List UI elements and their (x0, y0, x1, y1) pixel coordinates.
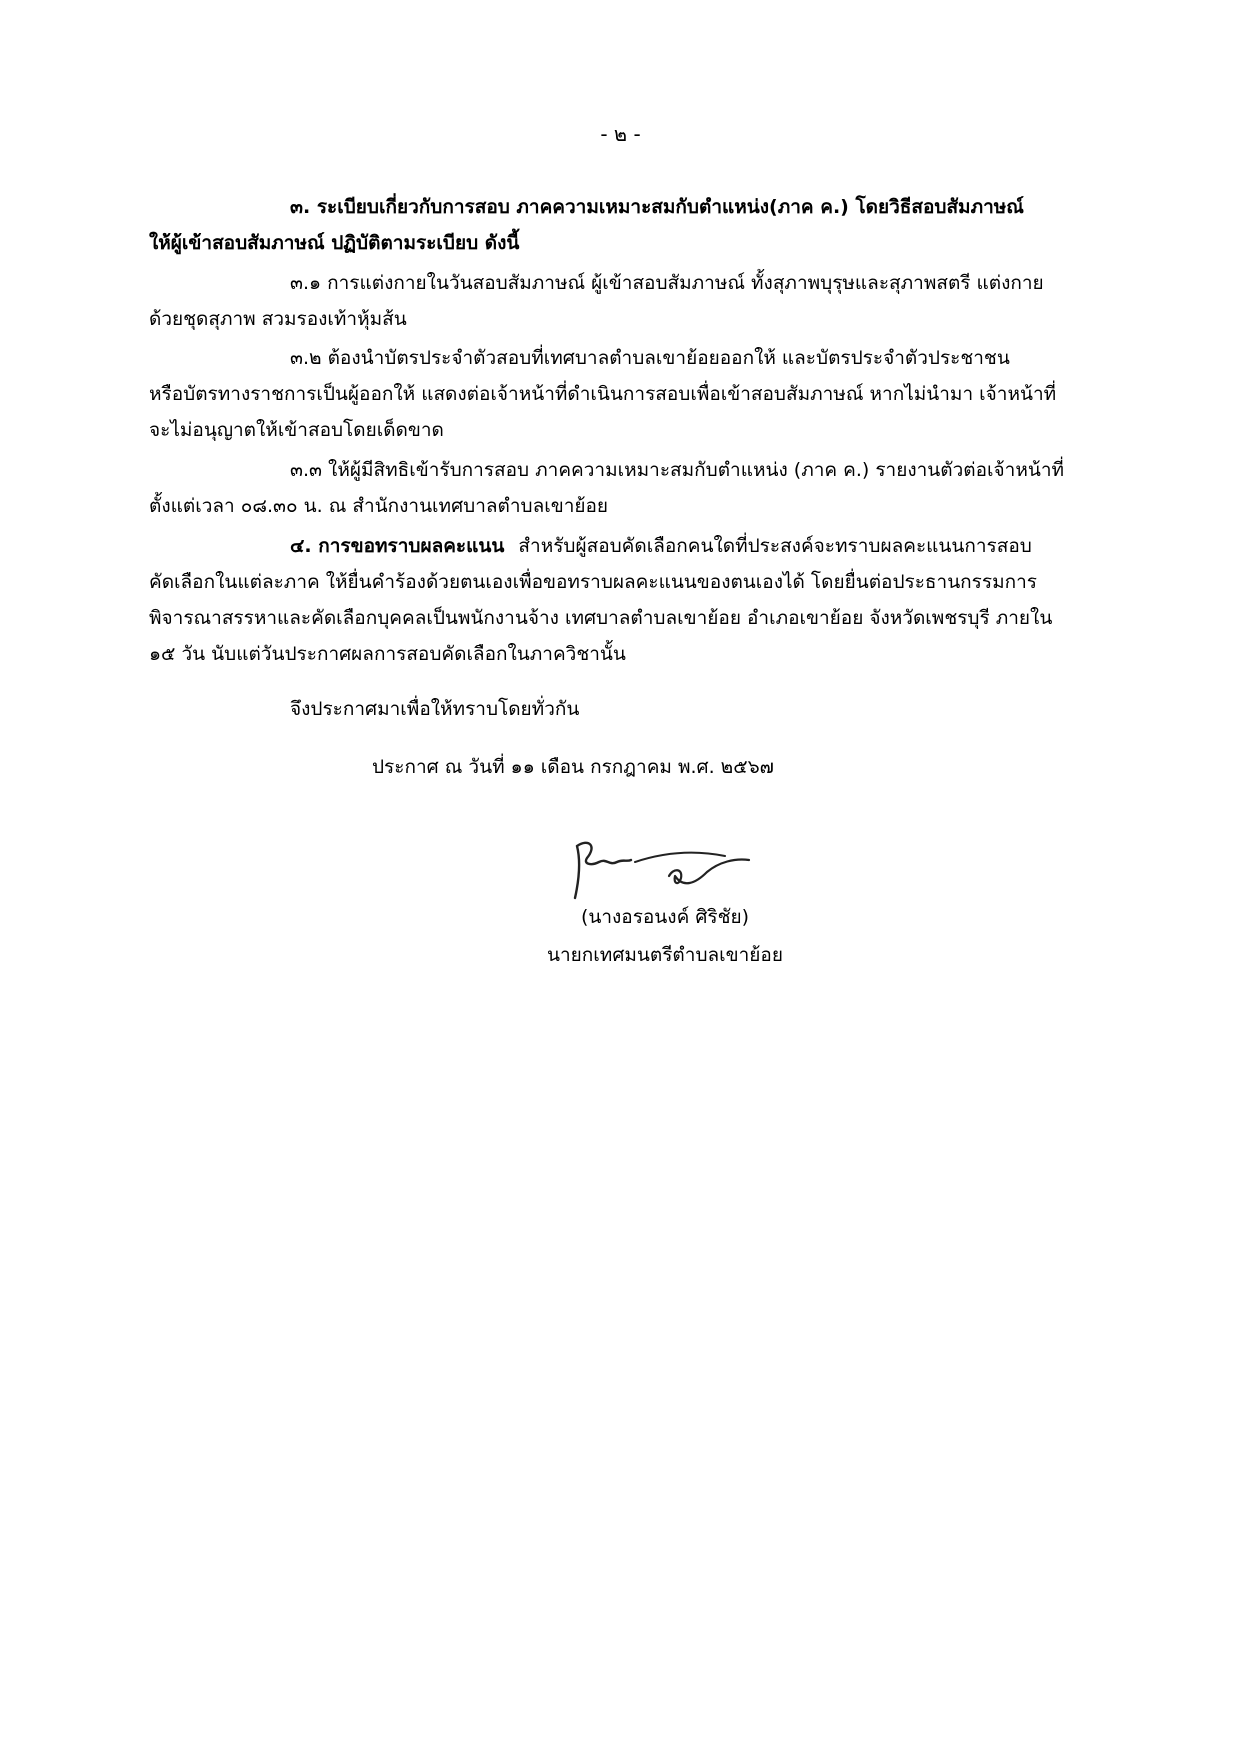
item-3-1-line2: ด้วยชุดสุภาพ สวมรองเท้าหุ้มส้น (149, 308, 407, 330)
announcement-date: ประกาศ ณ วันที่ ๑๑ เดือน กรกฎาคม พ.ศ. ๒๕๖๗ (372, 756, 774, 778)
section3-heading-line2: ให้ผู้เข้าสอบสัมภาษณ์ ปฏิบัติตามระเบียบ ดังนี้ (149, 232, 520, 254)
item-3-2-line3: จะไม่อนุญาตให้เข้าสอบโดยเด็ดขาด (149, 419, 444, 441)
item-3-2-line1: ๓.๒ ต้องนำบัตรประจำตัวสอบที่เทศบาลตำบลเขาย้อยออกให้ และบัตรประจำตัวประชาชน (290, 347, 1010, 369)
closing-statement: จึงประกาศมาเพื่อให้ทราบโดยทั่วกัน (290, 698, 580, 720)
section4-line3: พิจารณาสรรหาและคัดเลือกบุคคลเป็นพนักงานจ้าง เทศบาลตำบลเขาย้อย อำเภอเขาย้อย จังหวัดเพชรบุรี ภายใน (149, 607, 1053, 629)
item-3-2-line2: หรือบัตรทางราชการเป็นผู้ออกให้ แสดงต่อเจ้าหน้าที่ดำเนินการสอบเพื่อเข้าสอบสัมภาษณ์ หากไม่นำมา เจ้าหน้าที่ (149, 383, 1057, 405)
section4-line2: คัดเลือกในแต่ละภาค ให้ยื่นคำร้องด้วยตนเองเพื่อขอทราบผลคะแนนของตนเองได้ โดยยื่นต่อประธานกรรมการ (149, 571, 1037, 593)
section4-line4: ๑๕ วัน นับแต่วันประกาศผลการสอบคัดเลือกในภาควิชานั้น (149, 643, 626, 665)
section3-heading-line1: ๓. ระเบียบเกี่ยวกับการสอบ ภาคความเหมาะสมกับตำแหน่ง(ภาค ค.) โดยวิธีสอบสัมภาษณ์ (290, 196, 1024, 218)
signer-name: (นางอรอนงค์ ศิริชัย) (580, 906, 750, 928)
section4-heading: ๔. การขอทราบผลคะแนน (290, 535, 505, 557)
item-3-3-line2: ตั้งแต่เวลา ๐๘.๓๐ น. ณ สำนักงานเทศบาลตำบลเขาย้อย (149, 495, 609, 517)
page-number: - ๒ - (600, 122, 641, 146)
section4-line1 (290, 535, 1032, 558)
item-3-3-line1: ๓.๓ ให้ผู้มีสิทธิเข้ารับการสอบ ภาคความเหมาะสมกับตำแหน่ง (ภาค ค.) รายงานตัวต่อเจ้าหน้าที่ (290, 459, 1065, 481)
signer-title: นายกเทศมนตรีตำบลเขาย้อย (547, 944, 783, 966)
item-3-1-line1: ๓.๑ การแต่งกายในวันสอบสัมภาษณ์ ผู้เข้าสอบสัมภาษณ์ ทั้งสุภาพบุรุษและสุภาพสตรี แต่งกาย (290, 272, 1044, 294)
handwritten-signature (565, 832, 761, 906)
section4-line1-text: สำหรับผู้สอบคัดเลือกคนใดที่ประสงค์จะทราบผลคะแนนการสอบ (518, 535, 1032, 557)
